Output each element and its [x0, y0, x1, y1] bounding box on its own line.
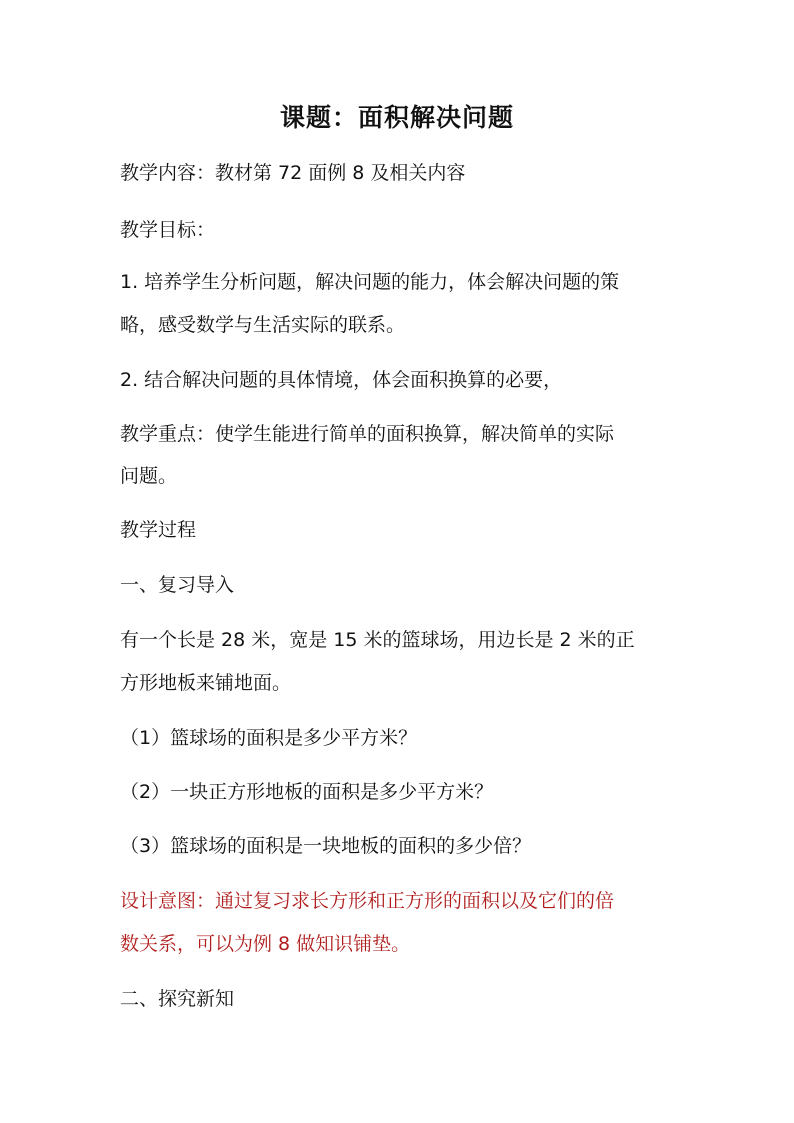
goal-1-line-2: 略，感受数学与生活实际的联系。	[120, 314, 406, 336]
section-2-heading: 二、探究新知	[120, 988, 235, 1010]
teaching-content: 教学内容：教材第 72 面例 8 及相关内容	[120, 162, 466, 184]
problem-line-1: 有一个长是 28 米，宽是 15 米的篮球场，用边长是 2 米的正	[120, 629, 635, 651]
section-1-heading: 一、复习导入	[120, 574, 235, 596]
design-intent-line-2: 数关系，可以为例 8 做知识铺垫。	[120, 933, 411, 955]
goals-heading: 教学目标：	[120, 219, 216, 241]
page-title: 课题：面积解决问题	[279, 103, 514, 132]
process-heading: 教学过程	[120, 519, 197, 541]
problem-line-2: 方形地板来铺地面。	[120, 672, 292, 694]
focus-line-1: 教学重点：使学生能进行简单的面积换算，解决简单的实际	[120, 423, 615, 445]
question-2: （2）一块正方形地板的面积是多少平方米？	[120, 781, 494, 803]
goal-2: 2. 结合解决问题的具体情境，体会面积换算的必要，	[120, 369, 563, 391]
question-3: （3）篮球场的面积是一块地板的面积的多少倍？	[120, 835, 532, 857]
goal-1-line-1: 1. 培养学生分析问题，解决问题的能力，体会解决问题的策	[120, 271, 620, 293]
question-1: （1）篮球场的面积是多少平方米？	[120, 727, 418, 749]
focus-line-2: 问题。	[120, 465, 178, 487]
design-intent-line-1: 设计意图：通过复习求长方形和正方形的面积以及它们的倍	[120, 890, 615, 912]
